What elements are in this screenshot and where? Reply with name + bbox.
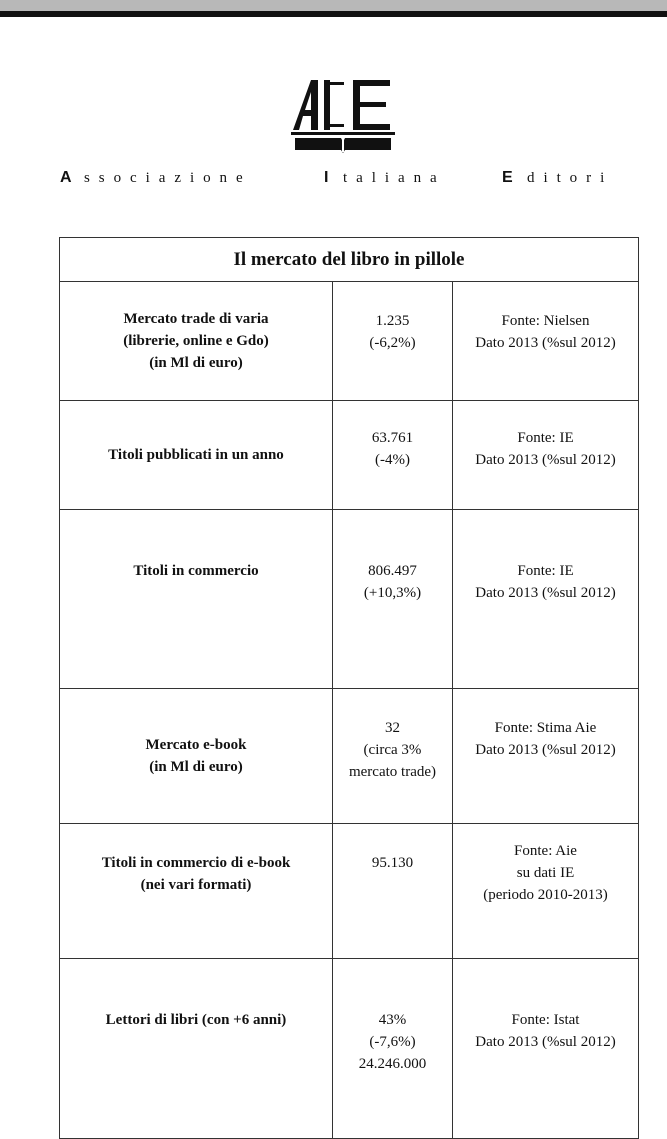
- row-source: Fonte: IE Dato 2013 (%sul 2012): [453, 510, 639, 689]
- row-label: Titoli in commercio: [60, 510, 333, 689]
- assoc-initial-e: E: [502, 169, 513, 186]
- row-value: 63.761 (-4%): [333, 401, 453, 510]
- table-row: [60, 510, 639, 689]
- row-value: 806.497 (+10,3%): [333, 510, 453, 689]
- aie-logo: [291, 78, 395, 154]
- table-title: Il mercato del libro in pillole: [60, 238, 639, 282]
- top-black-rule: [0, 11, 667, 17]
- market-table: [59, 237, 639, 1139]
- assoc-initial-a: A: [60, 169, 72, 186]
- row-label: Titoli in commercio di e-book (nei vari formati): [60, 824, 333, 959]
- top-gray-band: [0, 0, 667, 11]
- row-source: Fonte: Istat Dato 2013 (%sul 2012): [453, 959, 639, 1139]
- row-source: Fonte: Stima Aie Dato 2013 (%sul 2012): [453, 689, 639, 824]
- row-label: Lettori di libri (con +6 anni): [60, 959, 333, 1139]
- row-label: Mercato e-book (in Ml di euro): [60, 689, 333, 824]
- assoc-word-italiana: t a l i a n a: [343, 170, 440, 186]
- assoc-word-associazione: s s o c i a z i o n e: [84, 170, 246, 186]
- table-row: [60, 959, 639, 1139]
- row-value: 43% (-7,6%) 24.246.000: [333, 959, 453, 1139]
- logo-text: AIE: [291, 78, 293, 79]
- association-name: [60, 170, 640, 190]
- table-row: [60, 824, 639, 959]
- row-value: 95.130: [333, 824, 453, 959]
- row-label: Mercato trade di varia (librerie, online e Gdo) (in Ml di euro): [60, 282, 333, 401]
- table-row: [60, 282, 639, 401]
- table-row: [60, 689, 639, 824]
- table-row: [60, 401, 639, 510]
- row-source: Fonte: Nielsen Dato 2013 (%sul 2012): [453, 282, 639, 401]
- assoc-initial-i: I: [324, 169, 329, 186]
- row-source: Fonte: IE Dato 2013 (%sul 2012): [453, 401, 639, 510]
- assoc-word-editori: d i t o r i: [527, 170, 607, 186]
- row-source: Fonte: Aie su dati IE (periodo 2010-2013): [453, 824, 639, 959]
- row-value: 32 (circa 3% mercato trade): [333, 689, 453, 824]
- row-label: Titoli pubblicati in un anno: [60, 401, 333, 510]
- row-value: 1.235 (-6,2%): [333, 282, 453, 401]
